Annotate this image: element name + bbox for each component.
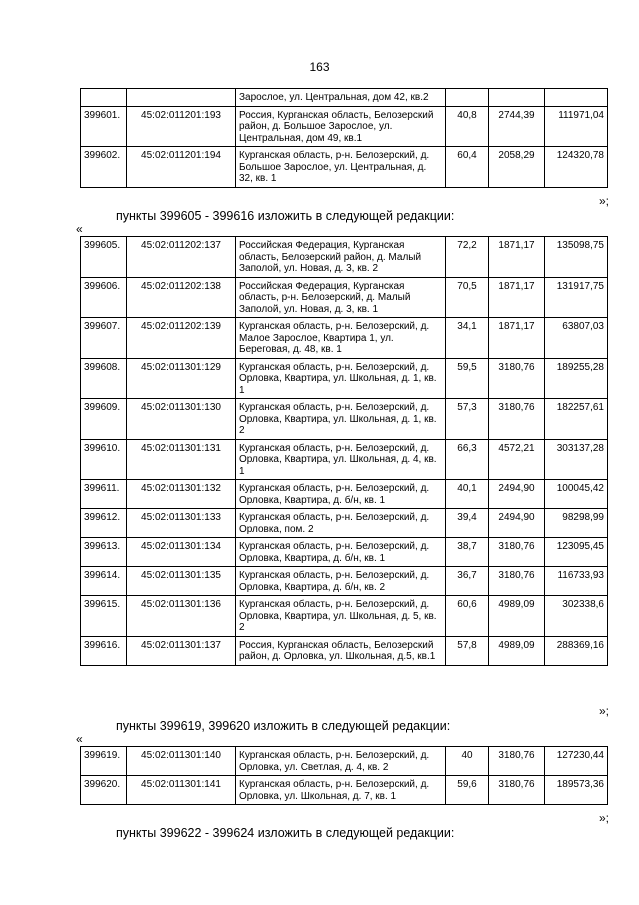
cadastral-number-cell: 45:02:011201:193 [127, 106, 236, 147]
cadastral-number-cell: 45:02:011301:129 [127, 358, 236, 399]
cadastral-number-cell: 45:02:011301:136 [127, 596, 236, 637]
area-cell: 40,8 [446, 106, 489, 147]
cost-cell: 303137,28 [545, 439, 608, 480]
cost-cell: 116733,93 [545, 567, 608, 596]
area-cell: 59,5 [446, 358, 489, 399]
closing-quote: »; [598, 194, 609, 208]
address-cell: Россия, Курганская область, Белозерский район, д. Большое Зарослое, ул. Центральная, дом 49, кв.1 [236, 106, 446, 147]
cost-cell [545, 89, 608, 107]
cadastral-number-cell: 45:02:011202:138 [127, 277, 236, 318]
area-cell: 38,7 [446, 538, 489, 567]
area-cell: 57,3 [446, 399, 489, 440]
cadastral-number-cell: 45:02:011301:141 [127, 776, 236, 805]
area-cell: 39,4 [446, 509, 489, 538]
opening-quote: « [76, 732, 83, 746]
area-cell [446, 89, 489, 107]
cadastral-number-cell: 45:02:011301:140 [127, 747, 236, 776]
item-number-cell: 399616. [81, 636, 127, 665]
amendment-instruction: пункты 399622 - 399624 изложить в следующей редакции: [116, 826, 455, 840]
cadastral-number-cell [127, 89, 236, 107]
address-cell: Курганская область, р-н. Белозерский, д. Орловка, Квартира, д. б/н, кв. 1 [236, 480, 446, 509]
cost-cell: 189255,28 [545, 358, 608, 399]
address-cell: Курганская область, р-н. Белозерский, д. Орловка, Квартира, ул. Школьная, д. 1, кв. 2 [236, 399, 446, 440]
price-cell: 2494,90 [489, 480, 545, 509]
cost-cell: 111971,04 [545, 106, 608, 147]
item-number-cell: 399612. [81, 509, 127, 538]
price-cell [489, 89, 545, 107]
item-number-cell: 399614. [81, 567, 127, 596]
table-row [81, 636, 608, 665]
address-cell: Курганская область, р-н. Белозерский, д. Малое Зарослое, Квартира 1, ул. Береговая, д. 48, кв. 1 [236, 318, 446, 359]
area-cell: 40,1 [446, 480, 489, 509]
cadastral-number-cell: 45:02:011301:132 [127, 480, 236, 509]
cost-cell: 131917,75 [545, 277, 608, 318]
area-cell: 60,4 [446, 147, 489, 188]
cadastral-number-cell: 45:02:011301:135 [127, 567, 236, 596]
amendment-instruction: пункты 399619, 399620 изложить в следующей редакции: [116, 719, 451, 733]
price-cell: 2494,90 [489, 509, 545, 538]
price-cell: 3180,76 [489, 747, 545, 776]
item-number-cell [81, 89, 127, 107]
area-cell: 34,1 [446, 318, 489, 359]
registry-table-2 [80, 236, 608, 666]
price-cell: 3180,76 [489, 399, 545, 440]
cost-cell: 98298,99 [545, 509, 608, 538]
page-number: 163 [309, 60, 330, 74]
cost-cell: 135098,75 [545, 237, 608, 278]
area-cell: 60,6 [446, 596, 489, 637]
cadastral-number-cell: 45:02:011301:137 [127, 636, 236, 665]
item-number-cell: 399601. [81, 106, 127, 147]
address-cell: Россия, Курганская область, Белозерский район, д. Орловка, ул. Школьная, д.5, кв.1 [236, 636, 446, 665]
table-row [81, 277, 608, 318]
item-number-cell: 399615. [81, 596, 127, 637]
price-cell: 1871,17 [489, 277, 545, 318]
price-cell: 3180,76 [489, 567, 545, 596]
table-row [81, 318, 608, 359]
price-cell: 4989,09 [489, 596, 545, 637]
address-cell: Зарослое, ул. Центральная, дом 42, кв.2 [236, 89, 446, 107]
cadastral-number-cell: 45:02:011202:139 [127, 318, 236, 359]
item-number-cell: 399607. [81, 318, 127, 359]
address-cell: Российская Федерация, Курганская область, Белозерский район, д. Малый Заполой, ул. Новая, д. 3, кв. 2 [236, 237, 446, 278]
price-cell: 3180,76 [489, 358, 545, 399]
cost-cell: 63807,03 [545, 318, 608, 359]
table-row [81, 439, 608, 480]
item-number-cell: 399619. [81, 747, 127, 776]
opening-quote: « [76, 222, 83, 236]
table-row [81, 509, 608, 538]
item-number-cell: 399613. [81, 538, 127, 567]
cost-cell: 100045,42 [545, 480, 608, 509]
amendment-instruction: пункты 399605 - 399616 изложить в следующей редакции: [116, 209, 455, 223]
cadastral-number-cell: 45:02:011301:131 [127, 439, 236, 480]
price-cell: 2058,29 [489, 147, 545, 188]
table-row [81, 596, 608, 637]
closing-quote: »; [598, 811, 609, 825]
address-cell: Курганская область, р-н. Белозерский, д. Орловка, Квартира, д. б/н, кв. 1 [236, 538, 446, 567]
cost-cell: 288369,16 [545, 636, 608, 665]
price-cell: 3180,76 [489, 538, 545, 567]
address-cell: Курганская область, р-н. Белозерский, д. Орловка, Квартира, д. б/н, кв. 2 [236, 567, 446, 596]
closing-quote: »; [598, 704, 609, 718]
table-row [81, 480, 608, 509]
address-cell: Российская Федерация, Курганская область, р-н. Белозерский, д. Малый Заполой, ул. Новая, д. 3, кв. 1 [236, 277, 446, 318]
table-row [81, 106, 608, 147]
price-cell: 1871,17 [489, 318, 545, 359]
cadastral-number-cell: 45:02:011301:134 [127, 538, 236, 567]
item-number-cell: 399606. [81, 277, 127, 318]
item-number-cell: 399605. [81, 237, 127, 278]
table-row [81, 776, 608, 805]
address-cell: Курганская область, р-н. Белозерский, д. Орловка, ул. Светлая, д. 4, кв. 2 [236, 747, 446, 776]
price-cell: 3180,76 [489, 776, 545, 805]
item-number-cell: 399620. [81, 776, 127, 805]
table-row [81, 567, 608, 596]
table-row [81, 89, 608, 107]
item-number-cell: 399611. [81, 480, 127, 509]
address-cell: Курганская область, р-н. Белозерский, д. Орловка, ул. Школьная, д. 7, кв. 1 [236, 776, 446, 805]
cadastral-number-cell: 45:02:011201:194 [127, 147, 236, 188]
table-row [81, 147, 608, 188]
address-cell: Курганская область, р-н. Белозерский, д. Орловка, пом. 2 [236, 509, 446, 538]
item-number-cell: 399610. [81, 439, 127, 480]
table-row [81, 747, 608, 776]
price-cell: 4572,21 [489, 439, 545, 480]
price-cell: 1871,17 [489, 237, 545, 278]
cost-cell: 124320,78 [545, 147, 608, 188]
area-cell: 70,5 [446, 277, 489, 318]
price-cell: 2744,39 [489, 106, 545, 147]
address-cell: Курганская область, р-н. Белозерский, д. Орловка, Квартира, ул. Школьная, д. 1, кв. 1 [236, 358, 446, 399]
item-number-cell: 399602. [81, 147, 127, 188]
cadastral-number-cell: 45:02:011202:137 [127, 237, 236, 278]
price-cell: 4989,09 [489, 636, 545, 665]
table-row [81, 237, 608, 278]
address-cell: Курганская область, р-н. Белозерский, д. Большое Зарослое, ул. Центральная, д. 32, кв. 1 [236, 147, 446, 188]
item-number-cell: 399608. [81, 358, 127, 399]
registry-table-1 [80, 88, 608, 188]
table-row [81, 538, 608, 567]
area-cell: 57,8 [446, 636, 489, 665]
cadastral-number-cell: 45:02:011301:133 [127, 509, 236, 538]
cost-cell: 302338,6 [545, 596, 608, 637]
area-cell: 72,2 [446, 237, 489, 278]
table-row [81, 399, 608, 440]
registry-table-3 [80, 746, 608, 805]
table-row [81, 358, 608, 399]
address-cell: Курганская область, р-н. Белозерский, д. Орловка, Квартира, ул. Школьная, д. 5, кв. 2 [236, 596, 446, 637]
area-cell: 40 [446, 747, 489, 776]
cadastral-number-cell: 45:02:011301:130 [127, 399, 236, 440]
area-cell: 66,3 [446, 439, 489, 480]
address-cell: Курганская область, р-н. Белозерский, д. Орловка, Квартира, ул. Школьная, д. 4, кв. 1 [236, 439, 446, 480]
area-cell: 36,7 [446, 567, 489, 596]
cost-cell: 127230,44 [545, 747, 608, 776]
area-cell: 59,6 [446, 776, 489, 805]
cost-cell: 123095,45 [545, 538, 608, 567]
cost-cell: 189573,36 [545, 776, 608, 805]
item-number-cell: 399609. [81, 399, 127, 440]
cost-cell: 182257,61 [545, 399, 608, 440]
